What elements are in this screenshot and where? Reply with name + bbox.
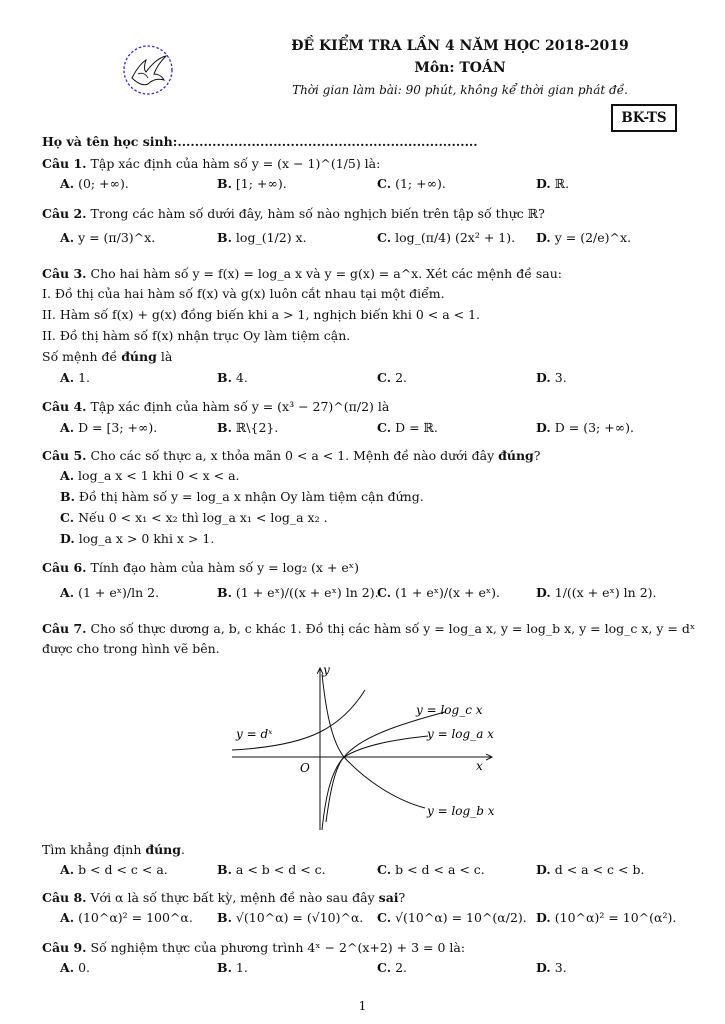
exam-time: Thời gian làm bài: 90 phút, không kể thời gian phát đề. (292, 83, 628, 97)
exam-title: ĐỀ KIỂM TRA LẦN 4 NĂM HỌC 2018-2019 (291, 38, 629, 54)
option-b[interactable]: B. √(10^α) = (√10)^α. (217, 910, 364, 925)
option-d[interactable]: D. 3. (536, 960, 567, 975)
option-a[interactable]: A. b < d < c < a. (60, 862, 168, 877)
q8-options (0, 910, 725, 934)
option-b[interactable]: B. [1; +∞). (217, 176, 287, 191)
exam-code: BK-TS (611, 104, 677, 132)
label-log-b: y = log_b x (427, 804, 495, 818)
question-7: Câu 7. Cho số thực dương a, b, c khác 1. Đồ thị các hàm số y = log_a x, y = log_b x, y = log_c x, y = dˣ (42, 621, 696, 636)
option-d[interactable]: D. D = (3; +∞). (536, 420, 634, 435)
question-7-continuation: được cho trong hình vẽ bên. (42, 641, 220, 656)
option-c[interactable]: C. 2. (377, 370, 408, 385)
option-a[interactable]: A. y = (π/3)^x. (60, 230, 156, 245)
option-a[interactable]: A. D = [3; +∞). (60, 420, 158, 435)
option-d[interactable]: D. 1/((x + eˣ) ln 2). (536, 585, 657, 600)
option-c[interactable]: C. b < d < a < c. (377, 862, 485, 877)
option-c[interactable]: C. D = ℝ. (377, 420, 438, 435)
school-logo (122, 44, 174, 96)
question-text: Tập xác định của hàm số y = (x − 1)^(1/5) là: (90, 156, 381, 171)
option-c[interactable]: C. √(10^α) = 10^(α/2). (377, 910, 527, 925)
curve-log-b (322, 674, 425, 808)
question-3: Câu 3. Cho hai hàm số y = f(x) = log_a x và y = g(x) = a^x. Xét các mệnh đề sau: (42, 266, 562, 281)
page-number: 1 (358, 998, 367, 1013)
q7-options (0, 862, 725, 886)
option-d[interactable]: D. ℝ. (536, 176, 570, 191)
option-a[interactable]: A. (1 + eˣ)/ln 2. (60, 585, 160, 600)
q1-options (0, 176, 725, 200)
option-a[interactable]: A. (10^α)² = 100^α. (60, 910, 193, 925)
origin-label: O (300, 761, 310, 775)
option-c[interactable]: C. 2. (377, 960, 408, 975)
curve-log-a (322, 736, 428, 830)
option-b[interactable]: B. (1 + eˣ)/((x + eˣ) ln 2). (217, 585, 379, 600)
option-a[interactable]: A. 1. (60, 370, 90, 385)
q6-options (0, 585, 725, 609)
label-log-a: y = log_a x (427, 727, 494, 741)
option-c[interactable]: C. (1 + eˣ)/(x + eˣ). (377, 585, 501, 600)
option-c[interactable]: C. (1; +∞). (377, 176, 446, 191)
option-b[interactable]: B. 4. (217, 370, 248, 385)
statement-1: I. Đồ thị của hai hàm số f(x) và g(x) luôn cắt nhau tại một điểm. (42, 286, 445, 301)
option-d[interactable]: D. d < a < c < b. (536, 862, 645, 877)
option-a[interactable]: A. log_a x < 1 khi 0 < x < a. (60, 468, 240, 483)
label-log-c: y = log_c x (416, 703, 483, 717)
q2-options (0, 230, 725, 254)
question-9: Câu 9. Số nghiệm thực của phương trình 4ˣ − 2^(x+2) + 3 = 0 là: (42, 940, 466, 955)
question-5: Câu 5. Cho các số thực a, x thỏa mãn 0 < a < 1. Mệnh đề nào dưới đây đúng? (42, 448, 541, 463)
q3-options (0, 370, 725, 394)
question-6: Câu 6. Tính đạo hàm của hàm số y = log₂ (x + eˣ) (42, 560, 359, 575)
option-a[interactable]: A. 0. (60, 960, 90, 975)
option-a[interactable]: A. (0; +∞). (60, 176, 129, 191)
option-d[interactable]: D. 3. (536, 370, 567, 385)
option-b[interactable]: B. Đồ thị hàm số y = log_a x nhận Oy làm tiệm cận đứng. (60, 489, 424, 504)
statement-2: II. Hàm số f(x) + g(x) đồng biến khi a > 1, nghịch biến khi 0 < a < 1. (42, 307, 481, 322)
statement-3: II. Đồ thị hàm số f(x) nhận trục Oy làm tiệm cận. (42, 328, 351, 343)
option-c[interactable]: C. Nếu 0 < x₁ < x₂ thì log_a x₁ < log_a x₂ . (60, 510, 328, 525)
option-b[interactable]: B. 1. (217, 960, 248, 975)
function-graph (230, 662, 500, 832)
y-axis-label: y (323, 663, 330, 677)
option-b[interactable]: B. a < b < d < c. (217, 862, 326, 877)
q4-options (0, 420, 725, 444)
question-2: Câu 2. Trong các hàm số dưới đây, hàm số nào nghịch biến trên tập số thực ℝ? (42, 206, 545, 221)
option-d[interactable]: D. y = (2/e)^x. (536, 230, 632, 245)
curve-d-x (232, 690, 365, 750)
student-name-line: Họ và tên học sinh:..................................................................... (42, 134, 478, 149)
option-c[interactable]: C. log_(π/4) (2x² + 1). (377, 230, 516, 245)
option-d[interactable]: D. (10^α)² = 10^(α²). (536, 910, 677, 925)
question-1 (42, 155, 705, 172)
x-axis-label: x (476, 759, 483, 773)
question-number: Câu 1. (42, 156, 87, 171)
question-7-ask: Tìm khẳng định đúng. (42, 842, 185, 857)
statement-count-prompt: Số mệnh đề đúng là (42, 349, 173, 364)
option-d[interactable]: D. log_a x > 0 khi x > 1. (60, 531, 215, 546)
option-b[interactable]: B. ℝ\{2}. (217, 420, 279, 435)
exam-subject: Môn: TOÁN (414, 60, 506, 76)
label-d-x: y = dˣ (236, 727, 273, 741)
question-4: Câu 4. Tập xác định của hàm số y = (x³ − 27)^(π/2) là (42, 399, 390, 414)
q9-options (0, 960, 725, 984)
option-b[interactable]: B. log_(1/2) x. (217, 230, 307, 245)
question-8: Câu 8. Với α là số thực bất kỳ, mệnh đề nào sau đây sai? (42, 890, 406, 905)
